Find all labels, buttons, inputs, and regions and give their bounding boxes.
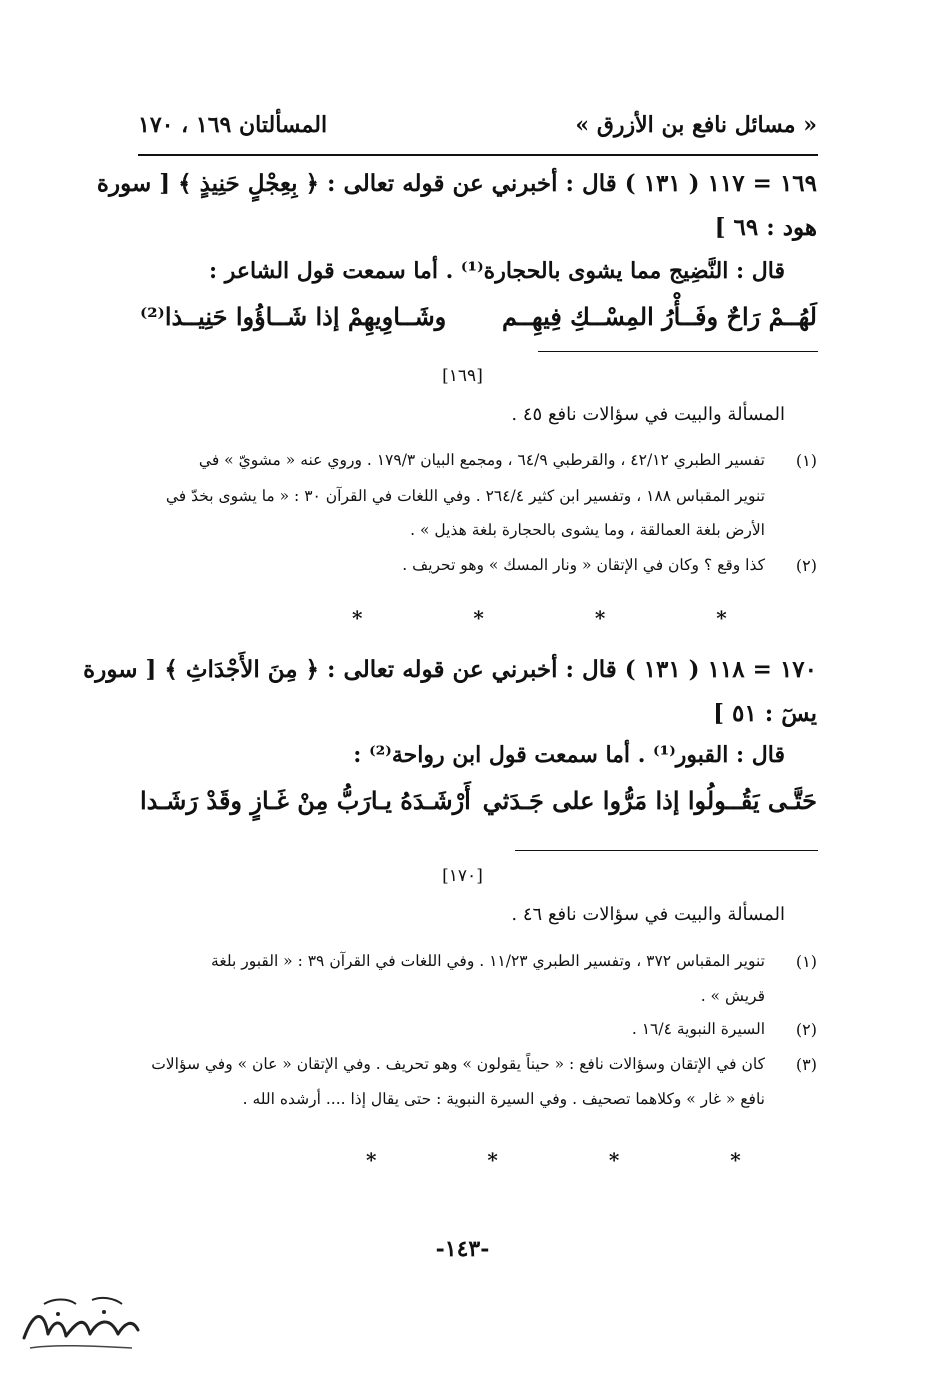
header-rule: [138, 154, 818, 156]
answer-170: قال : القبور⁽¹⁾ . أما سمعت قول ابن رواحة⁽²⁾ :: [353, 742, 785, 768]
reference-169: المسألة والبيت في سؤالات نافع ٤٥ .: [511, 404, 785, 425]
footnote-line: كذا وقع ؟ وكان في الإتقان « ونار المسك » وهو تحريف .: [402, 556, 765, 574]
footnote-line: نافع « غار » وكلاهما تصحيف . وفي السيرة النبوية : حتى يقال إذا .... أرشده الله .: [242, 1090, 765, 1108]
answer-169: قال : النَّضِيج مما يشوى بالحجارة⁽¹⁾ . أما سمعت قول الشاعر :: [208, 258, 785, 284]
footnote-marker: (١): [795, 451, 817, 470]
footnote-marker: (٢): [795, 556, 817, 575]
footnote-marker: (٢): [795, 1020, 817, 1039]
footnote-line: الأرض بلغة العمالقة ، وما يشوى بالحجارة بلغة هذيل » .: [410, 521, 765, 539]
footnote-marker: (٣): [795, 1055, 817, 1074]
verse-169-left: وشَــاوِيهِمْ إذا شَــاؤُوا حَنِيــذا⁽²⁾: [140, 302, 447, 331]
section-separator: * * * *: [352, 606, 779, 630]
question-169: ١٦٩ = ١١٧ ( ١٣١ ) قال : أخبرني عن قوله تعالى : ﴿ بِعِجْلٍ حَنِيذٍ ﴾ [ سورة: [96, 170, 817, 197]
book-title: « مسائل نافع بن الأزرق »: [575, 112, 817, 138]
question-170: ١٧٠ = ١١٨ ( ١٣١ ) قال : أخبرني عن قوله تعالى : ﴿ مِنَ الأَجْدَاثِ ﴾ [ سورة: [83, 656, 817, 683]
page-number: -١٤٣-: [435, 1236, 490, 1262]
library-stamp-icon: [14, 1290, 146, 1360]
footnote-rule: [538, 351, 818, 352]
number-tag-169: [١٦٩]: [442, 366, 483, 386]
footnote-marker: (١): [795, 952, 817, 971]
footnote-line: كان في الإتقان وسؤالات نافع : « حيناً يقولون » وهو تحريف . وفي الإتقان « عان » وفي سؤالات: [151, 1055, 765, 1073]
footnote-line: تفسير الطبري ٤٢/١٢ ، والقرطبي ٦٤/٩ ، ومجمع البيان ١٧٩/٣ . وروي عنه « مشويّ » في: [198, 451, 765, 469]
question-170-cont: يسٓ : ٥١ ]: [713, 700, 817, 727]
footnote-line: تنوير المقباس ٣٧٢ ، وتفسير الطبري ١١/٢٣ . وفي اللغات في القرآن ٣٩ : « القبور بلغة: [211, 952, 765, 970]
reference-170: المسألة والبيت في سؤالات نافع ٤٦ .: [511, 904, 785, 925]
verse-170-right: حَتَّـى يَقُــولُوا إذا مَرُّوا على جَـدَثي: [482, 786, 817, 815]
footnote-line: السيرة النبوية ١٦/٤ .: [631, 1020, 765, 1038]
footnote-rule: [515, 850, 818, 851]
footnote-line: تنوير المقباس ١٨٨ ، وتفسير ابن كثير ٢٦٤/٤ . وفي اللغات في القرآن ٣٠ : « ما يشوى بخدّ في: [165, 487, 765, 505]
question-169-cont: هود : ٦٩ ]: [714, 214, 817, 241]
number-tag-170: [١٧٠]: [442, 866, 483, 886]
section-title: المسألتان ١٦٩ ، ١٧٠: [138, 112, 328, 138]
section-separator: * * * *: [366, 1148, 793, 1172]
verse-170-left: أَرْشَـدَهُ يـارَبُّ مِنْ غَـازٍ وقَدْ رَشَـدا: [140, 786, 471, 815]
footnote-line: قريش » .: [700, 987, 765, 1005]
verse-169-right: لَهُــمْ رَاحٌ وفَــأْرُ المِسْــكِ فِيهِــم: [502, 302, 817, 331]
